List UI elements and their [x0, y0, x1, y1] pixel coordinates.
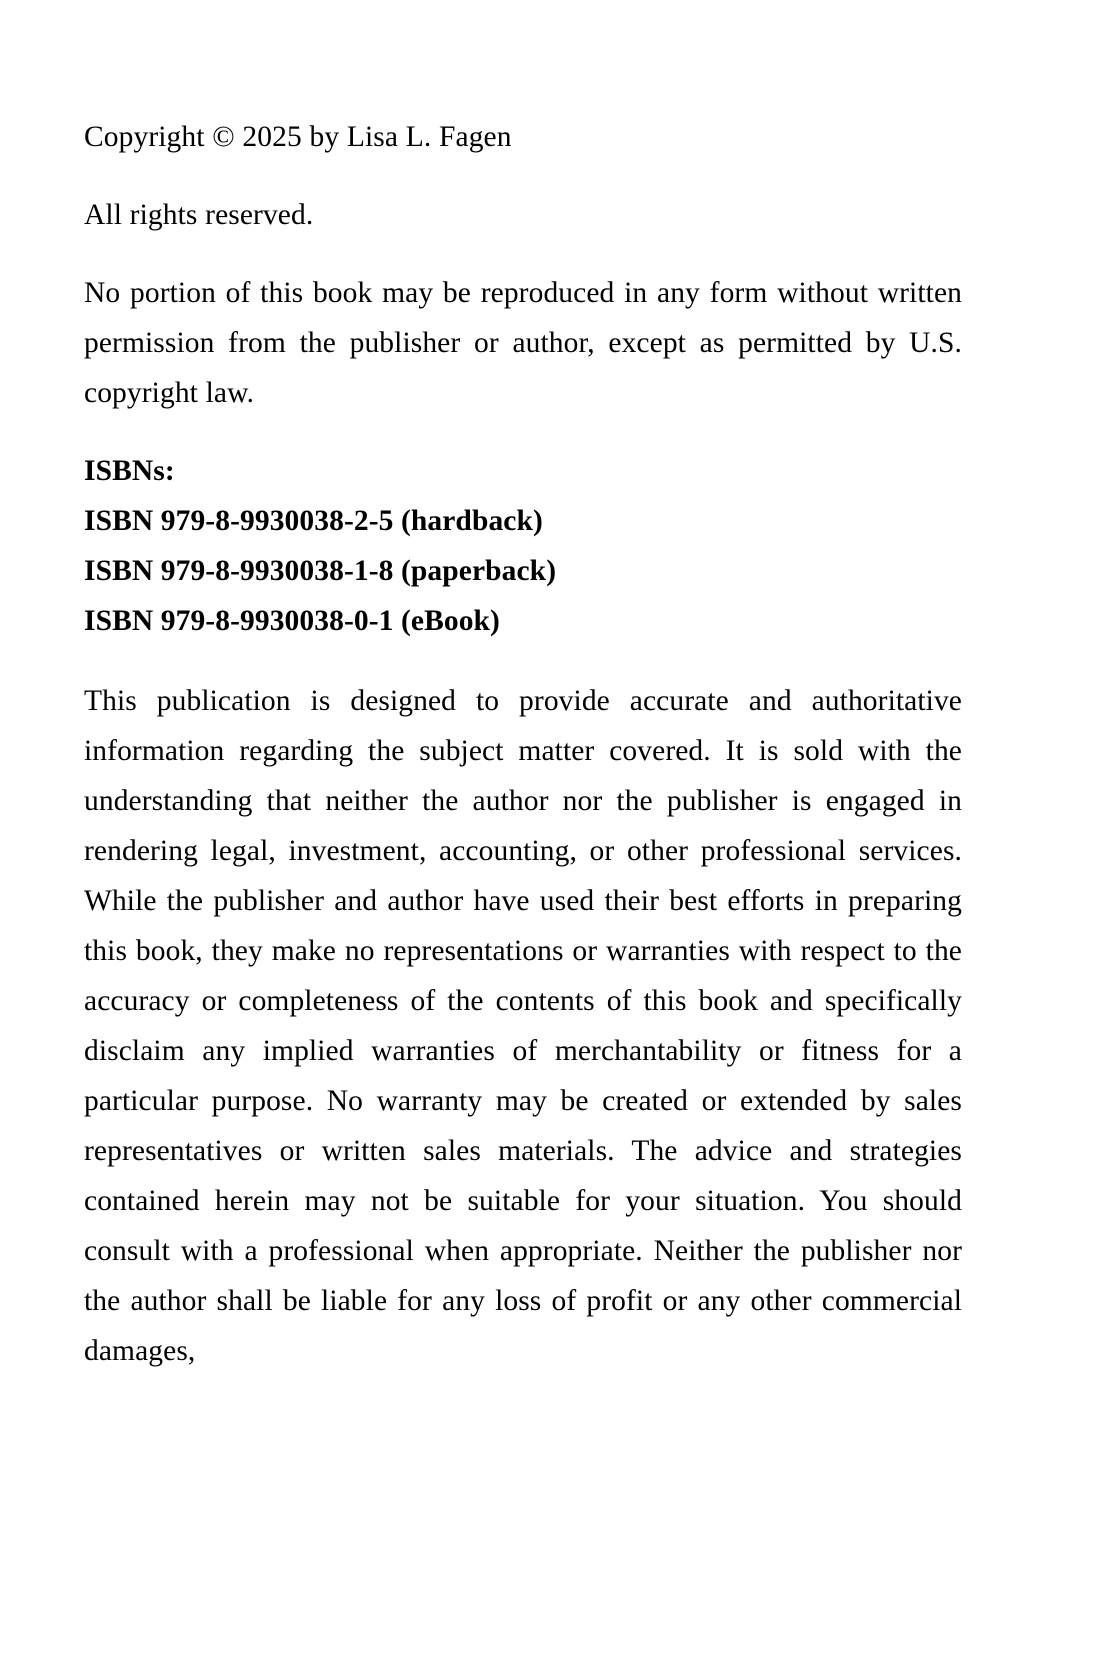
isbn-hardback: ISBN 979-8-9930038-2-5 (hardback) [84, 505, 543, 537]
all-rights-reserved-line: All rights reserved. [84, 199, 314, 231]
copyright-line: Copyright © 2025 by Lisa L. Fagen [84, 121, 512, 153]
isbn-group [84, 446, 962, 646]
page-content [84, 112, 962, 1404]
isbn-paperback: ISBN 979-8-9930038-1-8 (paperback) [84, 555, 557, 587]
isbn-ebook: ISBN 979-8-9930038-0-1 (eBook) [84, 605, 500, 637]
isbn-heading: ISBNs: [84, 455, 175, 487]
disclaimer-paragraph: This publication is designed to provide accurate and authoritative information regarding the subject matter covered. It is sold with the understanding that neither the author nor the publisher is engaged in rendering legal, investment, accounting, or other professional services. While the publisher and author have used their best efforts in preparing this book, they make no representations or warranties with respect to the accuracy or completeness of the contents of this book and specifically disclaim any implied warranties of merchantability or fitness for a particular purpose. No warranty may be created or extended by sales representatives or written sales materials. The advice and strategies contained herein may not be suitable for your situation. You should consult with a professional when appropriate. Neither the publisher nor the author shall be liable for any loss of profit or any other commercial damages, [84, 685, 962, 1367]
reproduction-notice-paragraph: No portion of this book may be reproduced in any form without written permission from the publisher or author, except as permitted by U.S. copyright law. [84, 277, 962, 409]
